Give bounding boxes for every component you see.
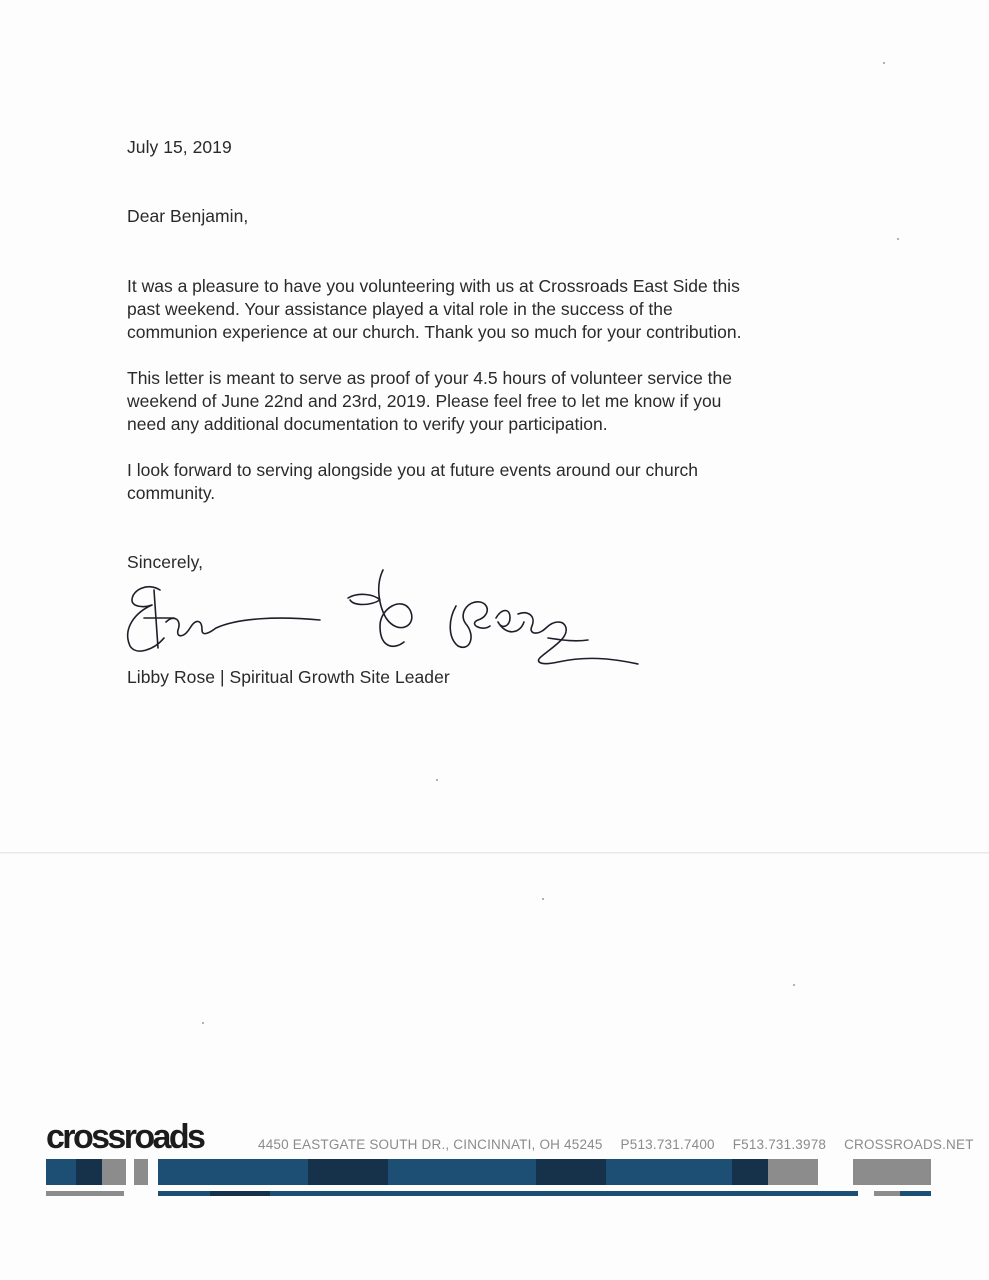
paragraph-1-line: communion experience at our church. Thank you so much for your contribution. xyxy=(127,322,742,342)
paper-speck xyxy=(202,1022,204,1024)
paragraph-3 xyxy=(127,459,847,505)
paragraph-1-line: It was a pleasure to have you volunteering with us at Crossroads East Side this xyxy=(127,276,740,296)
paragraph-1 xyxy=(127,275,847,344)
closing: Sincerely, xyxy=(127,552,204,572)
footer-color-bars xyxy=(0,1156,989,1204)
paper-speck xyxy=(897,238,899,240)
paper-fold xyxy=(0,852,989,854)
paper-speck xyxy=(883,62,885,64)
handwritten-signature xyxy=(118,560,648,675)
paper-speck xyxy=(542,898,544,900)
paragraph-1-line: past weekend. Your assistance played a vital role in the success of the xyxy=(127,299,673,319)
footer-phone: P513.731.7400 xyxy=(620,1137,715,1152)
paragraph-2-line: need any additional documentation to verify your participation. xyxy=(127,414,608,434)
salutation: Dear Benjamin, xyxy=(127,206,249,226)
paragraph-3-line: I look forward to serving alongside you at future events around our church xyxy=(127,460,699,480)
paper-speck xyxy=(436,779,438,781)
paper-speck xyxy=(793,984,795,986)
paragraph-2-line: weekend of June 22nd and 23rd, 2019. Please feel free to let me know if you xyxy=(127,391,722,411)
footer-fax: F513.731.3978 xyxy=(732,1137,827,1152)
letter-date: July 15, 2019 xyxy=(127,137,232,157)
crossroads-logo: crossroads xyxy=(46,1118,204,1156)
footer-contact-info xyxy=(258,1137,974,1152)
signer-name-title: Libby Rose | Spiritual Growth Site Leader xyxy=(127,667,450,687)
paragraph-2-line: This letter is meant to serve as proof of your 4.5 hours of volunteer service the xyxy=(127,368,733,388)
footer-address: 4450 EASTGATE SOUTH DR., CINCINNATI, OH 45245 xyxy=(258,1137,603,1152)
footer-website: CROSSROADS.NET xyxy=(844,1137,974,1152)
paragraph-2 xyxy=(127,367,847,436)
paragraph-3-line: community. xyxy=(127,483,216,503)
